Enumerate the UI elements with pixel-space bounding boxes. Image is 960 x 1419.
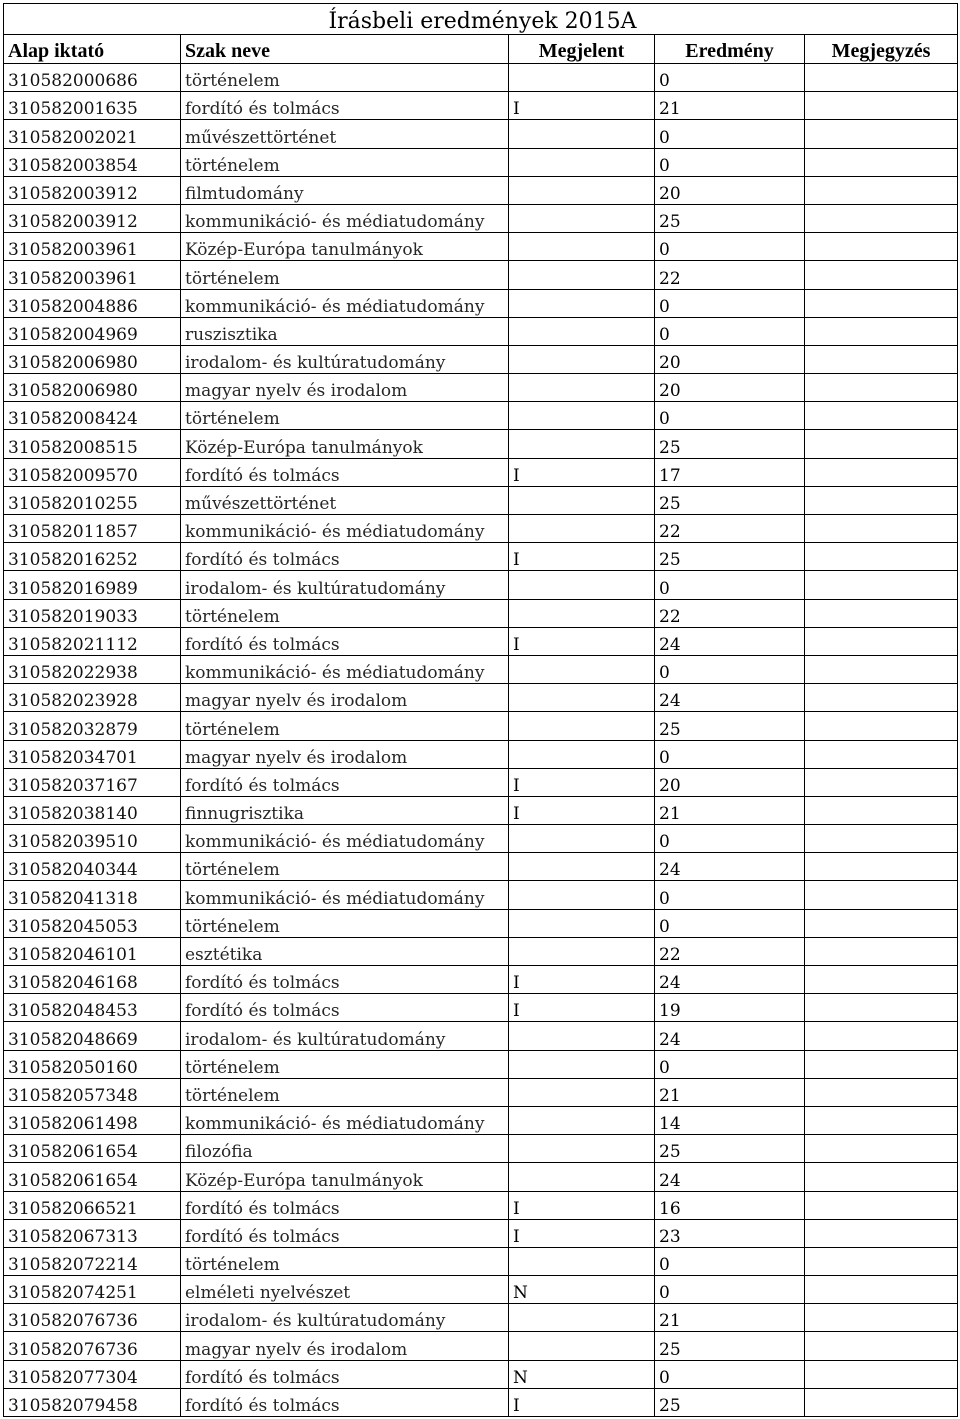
cell-alap-iktato: 310582004969 bbox=[4, 317, 181, 345]
cell-szak-neve: művészettörténet bbox=[181, 120, 509, 148]
cell-alap-iktato: 310582045053 bbox=[4, 909, 181, 937]
cell-eredmeny: 0 bbox=[655, 148, 805, 176]
cell-alap-iktato: 310582003912 bbox=[4, 204, 181, 232]
cell-megjegyzes bbox=[805, 825, 958, 853]
cell-szak-neve: történelem bbox=[181, 148, 509, 176]
cell-eredmeny: 0 bbox=[655, 317, 805, 345]
cell-alap-iktato: 310582050160 bbox=[4, 1050, 181, 1078]
cell-alap-iktato: 310582023928 bbox=[4, 684, 181, 712]
table-row bbox=[4, 430, 958, 458]
cell-alap-iktato: 310582038140 bbox=[4, 796, 181, 824]
cell-megjegyzes bbox=[805, 458, 958, 486]
cell-megjegyzes bbox=[805, 120, 958, 148]
cell-megjelent bbox=[509, 486, 655, 514]
cell-eredmeny: 0 bbox=[655, 571, 805, 599]
column-header-row bbox=[4, 35, 958, 64]
cell-megjelent bbox=[509, 317, 655, 345]
table-row bbox=[4, 740, 958, 768]
cell-megjegyzes bbox=[805, 233, 958, 261]
cell-megjelent: I bbox=[509, 1191, 655, 1219]
cell-megjegyzes bbox=[805, 261, 958, 289]
cell-megjegyzes bbox=[805, 1135, 958, 1163]
cell-alap-iktato: 310582010255 bbox=[4, 486, 181, 514]
cell-eredmeny: 20 bbox=[655, 374, 805, 402]
cell-szak-neve: kommunikáció- és médiatudomány bbox=[181, 1106, 509, 1134]
cell-szak-neve: kommunikáció- és médiatudomány bbox=[181, 289, 509, 317]
cell-megjelent bbox=[509, 937, 655, 965]
cell-szak-neve: történelem bbox=[181, 909, 509, 937]
cell-megjelent bbox=[509, 402, 655, 430]
cell-eredmeny: 24 bbox=[655, 966, 805, 994]
table-row bbox=[4, 458, 958, 486]
cell-megjelent bbox=[509, 374, 655, 402]
cell-megjelent bbox=[509, 853, 655, 881]
cell-szak-neve: történelem bbox=[181, 853, 509, 881]
cell-alap-iktato: 310582001635 bbox=[4, 92, 181, 120]
table-row bbox=[4, 402, 958, 430]
cell-megjelent bbox=[509, 120, 655, 148]
cell-megjelent bbox=[509, 571, 655, 599]
cell-megjegyzes bbox=[805, 740, 958, 768]
cell-alap-iktato: 310582004886 bbox=[4, 289, 181, 317]
cell-megjegyzes bbox=[805, 148, 958, 176]
cell-megjegyzes bbox=[805, 345, 958, 373]
cell-eredmeny: 0 bbox=[655, 655, 805, 683]
cell-megjelent: N bbox=[509, 1360, 655, 1388]
cell-megjelent: I bbox=[509, 1388, 655, 1416]
cell-eredmeny: 25 bbox=[655, 1388, 805, 1416]
cell-szak-neve: Közép-Európa tanulmányok bbox=[181, 1163, 509, 1191]
cell-alap-iktato: 310582039510 bbox=[4, 825, 181, 853]
cell-megjegyzes bbox=[805, 176, 958, 204]
cell-megjelent: I bbox=[509, 1219, 655, 1247]
cell-megjelent bbox=[509, 515, 655, 543]
table-row bbox=[4, 64, 958, 92]
table-row bbox=[4, 853, 958, 881]
cell-alap-iktato: 310582066521 bbox=[4, 1191, 181, 1219]
cell-eredmeny: 0 bbox=[655, 825, 805, 853]
table-row bbox=[4, 1163, 958, 1191]
cell-alap-iktato: 310582067313 bbox=[4, 1219, 181, 1247]
table-row bbox=[4, 1219, 958, 1247]
cell-szak-neve: történelem bbox=[181, 64, 509, 92]
cell-alap-iktato: 310582048669 bbox=[4, 1022, 181, 1050]
cell-alap-iktato: 310582077304 bbox=[4, 1360, 181, 1388]
cell-eredmeny: 24 bbox=[655, 853, 805, 881]
cell-szak-neve: kommunikáció- és médiatudomány bbox=[181, 204, 509, 232]
cell-alap-iktato: 310582002021 bbox=[4, 120, 181, 148]
cell-eredmeny: 22 bbox=[655, 515, 805, 543]
cell-megjelent bbox=[509, 599, 655, 627]
cell-szak-neve: fordító és tolmács bbox=[181, 543, 509, 571]
cell-alap-iktato: 310582006980 bbox=[4, 345, 181, 373]
cell-szak-neve: történelem bbox=[181, 1078, 509, 1106]
table-row bbox=[4, 937, 958, 965]
cell-alap-iktato: 310582076736 bbox=[4, 1304, 181, 1332]
cell-eredmeny: 0 bbox=[655, 120, 805, 148]
cell-szak-neve: magyar nyelv és irodalom bbox=[181, 1332, 509, 1360]
table-row bbox=[4, 1191, 958, 1219]
cell-megjegyzes bbox=[805, 1106, 958, 1134]
cell-alap-iktato: 310582079458 bbox=[4, 1388, 181, 1416]
table-row bbox=[4, 655, 958, 683]
cell-szak-neve: finnugrisztika bbox=[181, 796, 509, 824]
table-row bbox=[4, 768, 958, 796]
cell-eredmeny: 17 bbox=[655, 458, 805, 486]
cell-megjegyzes bbox=[805, 937, 958, 965]
cell-szak-neve: fordító és tolmács bbox=[181, 966, 509, 994]
table-row bbox=[4, 120, 958, 148]
cell-szak-neve: történelem bbox=[181, 402, 509, 430]
table-row bbox=[4, 796, 958, 824]
cell-szak-neve: kommunikáció- és médiatudomány bbox=[181, 881, 509, 909]
table-row bbox=[4, 571, 958, 599]
table-row bbox=[4, 1304, 958, 1332]
cell-megjelent bbox=[509, 289, 655, 317]
table-row bbox=[4, 1276, 958, 1304]
cell-megjegyzes bbox=[805, 994, 958, 1022]
table-row bbox=[4, 1106, 958, 1134]
cell-eredmeny: 25 bbox=[655, 543, 805, 571]
cell-megjegyzes bbox=[805, 543, 958, 571]
cell-alap-iktato: 310582041318 bbox=[4, 881, 181, 909]
table-row bbox=[4, 1247, 958, 1275]
cell-megjegyzes bbox=[805, 1078, 958, 1106]
cell-alap-iktato: 310582061654 bbox=[4, 1135, 181, 1163]
cell-megjegyzes bbox=[805, 853, 958, 881]
cell-eredmeny: 20 bbox=[655, 345, 805, 373]
cell-alap-iktato: 310582021112 bbox=[4, 627, 181, 655]
cell-megjelent bbox=[509, 64, 655, 92]
cell-alap-iktato: 310582003854 bbox=[4, 148, 181, 176]
cell-megjelent: I bbox=[509, 966, 655, 994]
cell-megjelent bbox=[509, 655, 655, 683]
cell-eredmeny: 20 bbox=[655, 176, 805, 204]
cell-alap-iktato: 310582061498 bbox=[4, 1106, 181, 1134]
table-row bbox=[4, 825, 958, 853]
cell-megjegyzes bbox=[805, 317, 958, 345]
cell-szak-neve: fordító és tolmács bbox=[181, 768, 509, 796]
cell-megjegyzes bbox=[805, 796, 958, 824]
cell-alap-iktato: 310582011857 bbox=[4, 515, 181, 543]
cell-szak-neve: történelem bbox=[181, 261, 509, 289]
cell-megjelent bbox=[509, 881, 655, 909]
cell-alap-iktato: 310582016989 bbox=[4, 571, 181, 599]
cell-megjegyzes bbox=[805, 289, 958, 317]
cell-megjelent bbox=[509, 1135, 655, 1163]
cell-megjelent bbox=[509, 1163, 655, 1191]
cell-megjegyzes bbox=[805, 627, 958, 655]
cell-szak-neve: magyar nyelv és irodalom bbox=[181, 374, 509, 402]
cell-eredmeny: 0 bbox=[655, 740, 805, 768]
cell-alap-iktato: 310582040344 bbox=[4, 853, 181, 881]
cell-alap-iktato: 310582003961 bbox=[4, 233, 181, 261]
table-row bbox=[4, 289, 958, 317]
cell-megjegyzes bbox=[805, 1332, 958, 1360]
cell-eredmeny: 24 bbox=[655, 1022, 805, 1050]
cell-eredmeny: 14 bbox=[655, 1106, 805, 1134]
column-header-megjegyzes: Megjegyzés bbox=[805, 35, 958, 64]
cell-megjelent bbox=[509, 1304, 655, 1332]
cell-megjegyzes bbox=[805, 64, 958, 92]
cell-eredmeny: 0 bbox=[655, 1360, 805, 1388]
cell-megjelent bbox=[509, 345, 655, 373]
cell-alap-iktato: 310582006980 bbox=[4, 374, 181, 402]
cell-eredmeny: 0 bbox=[655, 909, 805, 937]
cell-megjelent bbox=[509, 1106, 655, 1134]
cell-szak-neve: ruszisztika bbox=[181, 317, 509, 345]
cell-szak-neve: kommunikáció- és médiatudomány bbox=[181, 825, 509, 853]
column-header-id: Alap iktató bbox=[4, 35, 181, 64]
cell-eredmeny: 21 bbox=[655, 92, 805, 120]
cell-megjegyzes bbox=[805, 909, 958, 937]
table-row bbox=[4, 994, 958, 1022]
cell-megjelent bbox=[509, 1247, 655, 1275]
cell-megjegyzes bbox=[805, 204, 958, 232]
cell-megjegyzes bbox=[805, 1163, 958, 1191]
cell-szak-neve: magyar nyelv és irodalom bbox=[181, 684, 509, 712]
cell-alap-iktato: 310582037167 bbox=[4, 768, 181, 796]
cell-megjegyzes bbox=[805, 1247, 958, 1275]
cell-megjegyzes bbox=[805, 1360, 958, 1388]
cell-alap-iktato: 310582032879 bbox=[4, 712, 181, 740]
cell-eredmeny: 0 bbox=[655, 289, 805, 317]
cell-szak-neve: filozófia bbox=[181, 1135, 509, 1163]
cell-eredmeny: 25 bbox=[655, 486, 805, 514]
cell-eredmeny: 0 bbox=[655, 1276, 805, 1304]
table-row bbox=[4, 543, 958, 571]
cell-szak-neve: fordító és tolmács bbox=[181, 1360, 509, 1388]
cell-szak-neve: irodalom- és kultúratudomány bbox=[181, 1022, 509, 1050]
cell-megjelent bbox=[509, 1078, 655, 1106]
cell-eredmeny: 25 bbox=[655, 1332, 805, 1360]
cell-eredmeny: 21 bbox=[655, 1304, 805, 1332]
table-row bbox=[4, 148, 958, 176]
cell-megjelent: I bbox=[509, 994, 655, 1022]
table-row bbox=[4, 317, 958, 345]
cell-megjegyzes bbox=[805, 599, 958, 627]
cell-eredmeny: 19 bbox=[655, 994, 805, 1022]
cell-megjegyzes bbox=[805, 1050, 958, 1078]
cell-eredmeny: 25 bbox=[655, 1135, 805, 1163]
cell-megjelent bbox=[509, 909, 655, 937]
cell-megjelent bbox=[509, 430, 655, 458]
cell-megjelent bbox=[509, 261, 655, 289]
cell-megjegyzes bbox=[805, 92, 958, 120]
cell-eredmeny: 21 bbox=[655, 1078, 805, 1106]
cell-szak-neve: irodalom- és kultúratudomány bbox=[181, 345, 509, 373]
cell-szak-neve: művészettörténet bbox=[181, 486, 509, 514]
table-row bbox=[4, 486, 958, 514]
cell-megjegyzes bbox=[805, 712, 958, 740]
cell-megjelent bbox=[509, 1050, 655, 1078]
cell-megjelent: I bbox=[509, 796, 655, 824]
cell-eredmeny: 0 bbox=[655, 881, 805, 909]
cell-megjelent: I bbox=[509, 768, 655, 796]
cell-szak-neve: fordító és tolmács bbox=[181, 994, 509, 1022]
cell-szak-neve: Közép-Európa tanulmányok bbox=[181, 430, 509, 458]
cell-alap-iktato: 310582022938 bbox=[4, 655, 181, 683]
cell-megjelent bbox=[509, 148, 655, 176]
cell-megjelent bbox=[509, 825, 655, 853]
cell-szak-neve: kommunikáció- és médiatudomány bbox=[181, 655, 509, 683]
cell-eredmeny: 16 bbox=[655, 1191, 805, 1219]
cell-szak-neve: elméleti nyelvészet bbox=[181, 1276, 509, 1304]
cell-eredmeny: 25 bbox=[655, 204, 805, 232]
cell-megjegyzes bbox=[805, 486, 958, 514]
cell-szak-neve: fordító és tolmács bbox=[181, 627, 509, 655]
cell-szak-neve: irodalom- és kultúratudomány bbox=[181, 571, 509, 599]
column-header-eredmeny: Eredmény bbox=[655, 35, 805, 64]
cell-megjelent bbox=[509, 712, 655, 740]
table-row bbox=[4, 1360, 958, 1388]
cell-eredmeny: 25 bbox=[655, 712, 805, 740]
cell-megjegyzes bbox=[805, 1304, 958, 1332]
cell-alap-iktato: 310582009570 bbox=[4, 458, 181, 486]
cell-szak-neve: Közép-Európa tanulmányok bbox=[181, 233, 509, 261]
cell-eredmeny: 0 bbox=[655, 402, 805, 430]
table-row bbox=[4, 627, 958, 655]
cell-szak-neve: esztétika bbox=[181, 937, 509, 965]
cell-megjegyzes bbox=[805, 684, 958, 712]
cell-eredmeny: 21 bbox=[655, 796, 805, 824]
column-header-szak: Szak neve bbox=[181, 35, 509, 64]
table-row bbox=[4, 1022, 958, 1050]
cell-eredmeny: 23 bbox=[655, 1219, 805, 1247]
cell-szak-neve: irodalom- és kultúratudomány bbox=[181, 1304, 509, 1332]
cell-megjegyzes bbox=[805, 374, 958, 402]
table-row bbox=[4, 233, 958, 261]
cell-alap-iktato: 310582003912 bbox=[4, 176, 181, 204]
table-row bbox=[4, 684, 958, 712]
cell-eredmeny: 24 bbox=[655, 1163, 805, 1191]
cell-alap-iktato: 310582048453 bbox=[4, 994, 181, 1022]
cell-szak-neve: kommunikáció- és médiatudomány bbox=[181, 515, 509, 543]
cell-megjegyzes bbox=[805, 881, 958, 909]
table-row bbox=[4, 515, 958, 543]
cell-eredmeny: 0 bbox=[655, 1247, 805, 1275]
cell-eredmeny: 25 bbox=[655, 430, 805, 458]
cell-szak-neve: fordító és tolmács bbox=[181, 458, 509, 486]
cell-eredmeny: 24 bbox=[655, 627, 805, 655]
table-row bbox=[4, 1388, 958, 1416]
cell-megjegyzes bbox=[805, 1191, 958, 1219]
cell-eredmeny: 20 bbox=[655, 768, 805, 796]
column-header-megjelent: Megjelent bbox=[509, 35, 655, 64]
cell-megjegyzes bbox=[805, 402, 958, 430]
cell-alap-iktato: 310582000686 bbox=[4, 64, 181, 92]
table-row bbox=[4, 599, 958, 627]
cell-eredmeny: 0 bbox=[655, 1050, 805, 1078]
cell-alap-iktato: 310582074251 bbox=[4, 1276, 181, 1304]
cell-alap-iktato: 310582003961 bbox=[4, 261, 181, 289]
table-row bbox=[4, 345, 958, 373]
cell-alap-iktato: 310582046101 bbox=[4, 937, 181, 965]
cell-megjegyzes bbox=[805, 430, 958, 458]
cell-megjelent: N bbox=[509, 1276, 655, 1304]
page-title: Írásbeli eredmények 2015A bbox=[4, 4, 958, 35]
cell-szak-neve: fordító és tolmács bbox=[181, 1191, 509, 1219]
cell-megjegyzes bbox=[805, 571, 958, 599]
cell-szak-neve: fordító és tolmács bbox=[181, 1388, 509, 1416]
table-row bbox=[4, 712, 958, 740]
cell-megjegyzes bbox=[805, 768, 958, 796]
table-row bbox=[4, 261, 958, 289]
cell-alap-iktato: 310582061654 bbox=[4, 1163, 181, 1191]
cell-eredmeny: 22 bbox=[655, 599, 805, 627]
cell-megjelent: I bbox=[509, 543, 655, 571]
cell-alap-iktato: 310582016252 bbox=[4, 543, 181, 571]
cell-megjelent bbox=[509, 176, 655, 204]
table-row bbox=[4, 1135, 958, 1163]
cell-szak-neve: történelem bbox=[181, 1247, 509, 1275]
cell-eredmeny: 0 bbox=[655, 64, 805, 92]
table-row bbox=[4, 1050, 958, 1078]
cell-alap-iktato: 310582057348 bbox=[4, 1078, 181, 1106]
cell-alap-iktato: 310582019033 bbox=[4, 599, 181, 627]
cell-eredmeny: 22 bbox=[655, 261, 805, 289]
table-row bbox=[4, 909, 958, 937]
cell-megjelent: I bbox=[509, 458, 655, 486]
cell-szak-neve: filmtudomány bbox=[181, 176, 509, 204]
cell-megjegyzes bbox=[805, 515, 958, 543]
cell-megjegyzes bbox=[805, 1276, 958, 1304]
cell-megjegyzes bbox=[805, 1022, 958, 1050]
cell-megjegyzes bbox=[805, 655, 958, 683]
cell-megjelent bbox=[509, 233, 655, 261]
table-row bbox=[4, 1078, 958, 1106]
cell-megjegyzes bbox=[805, 1388, 958, 1416]
cell-megjelent bbox=[509, 740, 655, 768]
cell-alap-iktato: 310582076736 bbox=[4, 1332, 181, 1360]
cell-megjelent bbox=[509, 204, 655, 232]
cell-eredmeny: 0 bbox=[655, 233, 805, 261]
table-row bbox=[4, 374, 958, 402]
results-body bbox=[4, 64, 958, 1417]
cell-szak-neve: magyar nyelv és irodalom bbox=[181, 740, 509, 768]
table-row bbox=[4, 881, 958, 909]
cell-szak-neve: történelem bbox=[181, 1050, 509, 1078]
table-row bbox=[4, 176, 958, 204]
table-row bbox=[4, 966, 958, 994]
cell-alap-iktato: 310582072214 bbox=[4, 1247, 181, 1275]
cell-szak-neve: fordító és tolmács bbox=[181, 1219, 509, 1247]
cell-alap-iktato: 310582008515 bbox=[4, 430, 181, 458]
cell-szak-neve: történelem bbox=[181, 712, 509, 740]
table-row bbox=[4, 1332, 958, 1360]
cell-alap-iktato: 310582008424 bbox=[4, 402, 181, 430]
cell-megjelent bbox=[509, 1332, 655, 1360]
cell-eredmeny: 22 bbox=[655, 937, 805, 965]
cell-megjelent bbox=[509, 684, 655, 712]
cell-alap-iktato: 310582046168 bbox=[4, 966, 181, 994]
cell-megjelent bbox=[509, 1022, 655, 1050]
cell-megjelent: I bbox=[509, 92, 655, 120]
cell-szak-neve: történelem bbox=[181, 599, 509, 627]
table-row bbox=[4, 204, 958, 232]
cell-megjegyzes bbox=[805, 966, 958, 994]
results-table bbox=[3, 3, 958, 1417]
cell-megjelent: I bbox=[509, 627, 655, 655]
cell-alap-iktato: 310582034701 bbox=[4, 740, 181, 768]
cell-megjegyzes bbox=[805, 1219, 958, 1247]
cell-szak-neve: fordító és tolmács bbox=[181, 92, 509, 120]
table-row bbox=[4, 92, 958, 120]
cell-eredmeny: 24 bbox=[655, 684, 805, 712]
